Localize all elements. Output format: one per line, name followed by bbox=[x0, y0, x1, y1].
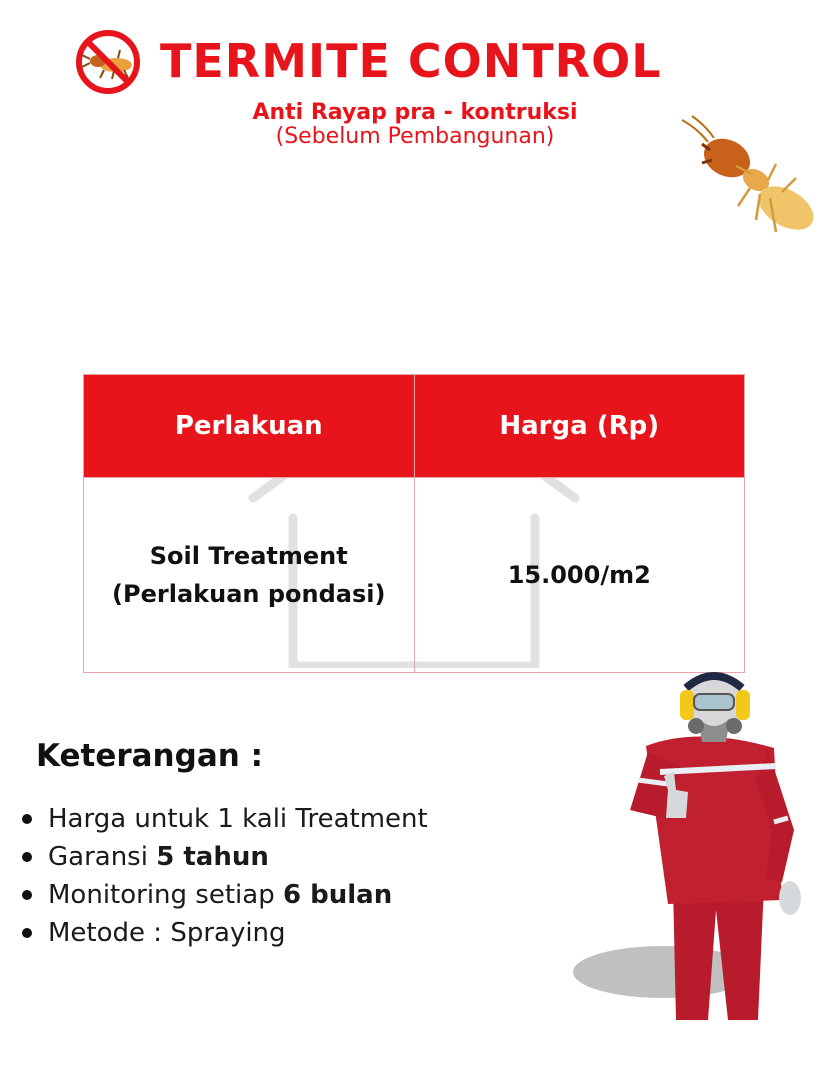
bullet-icon bbox=[22, 928, 32, 938]
table-header-row bbox=[84, 375, 745, 478]
termite-illustration bbox=[672, 108, 822, 243]
treatment-cell bbox=[84, 478, 415, 673]
column-header-price: Harga (Rp) bbox=[414, 375, 745, 478]
treatment-description: (Perlakuan pondasi) bbox=[112, 580, 386, 608]
list-item bbox=[20, 838, 428, 876]
bullet-icon bbox=[22, 890, 32, 900]
note-text: Garansi bbox=[48, 842, 157, 872]
bullet-icon bbox=[22, 814, 32, 824]
list-item bbox=[20, 914, 428, 952]
subtitle: Anti Rayap pra - kontruksi bbox=[252, 100, 578, 125]
price-table-container bbox=[83, 374, 745, 668]
notes-list bbox=[20, 800, 428, 952]
page-title: TERMITE CONTROL bbox=[160, 34, 662, 88]
note-text: Monitoring setiap bbox=[48, 880, 283, 910]
list-item bbox=[20, 800, 428, 838]
subtitle-note: (Sebelum Pembangunan) bbox=[275, 124, 555, 149]
list-item bbox=[20, 876, 428, 914]
price-table bbox=[83, 374, 745, 673]
price-cell: 15.000/m2 bbox=[414, 478, 745, 673]
note-highlight: 6 bulan bbox=[282, 880, 393, 910]
column-header-treatment: Perlakuan bbox=[84, 375, 415, 478]
note-text: Metode : Spraying bbox=[48, 918, 286, 948]
header bbox=[0, 0, 828, 170]
no-termite-icon bbox=[74, 28, 148, 96]
treatment-name: Soil Treatment bbox=[149, 542, 348, 570]
note-highlight: 5 tahun bbox=[156, 842, 269, 872]
bullet-icon bbox=[22, 852, 32, 862]
note-text: Harga untuk 1 kali Treatment bbox=[48, 804, 428, 834]
technician-illustration bbox=[568, 660, 818, 1030]
table-row bbox=[84, 478, 745, 673]
notes-title: Keterangan : bbox=[36, 738, 263, 774]
